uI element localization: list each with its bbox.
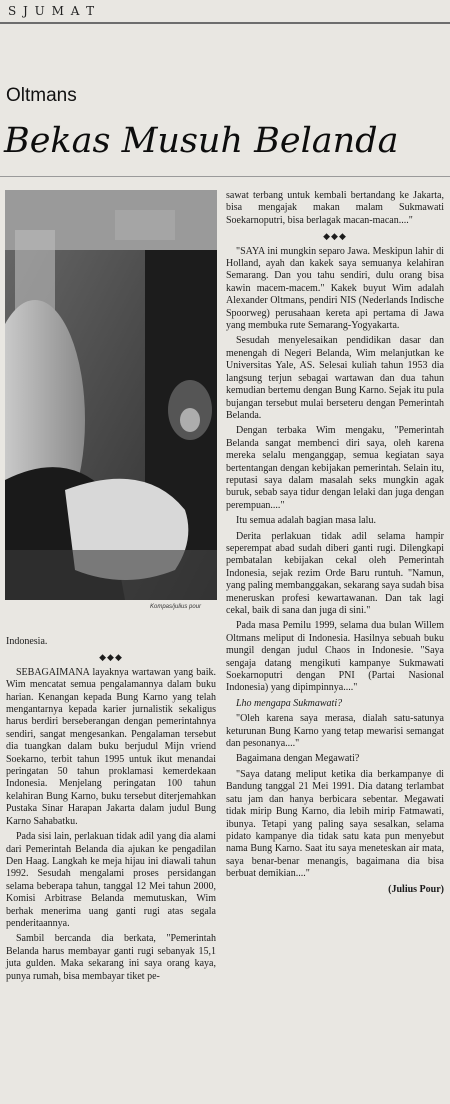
question: Bagaimana dengan Megawati? xyxy=(236,753,360,765)
article-column-right xyxy=(226,190,444,899)
header-rule xyxy=(0,22,450,24)
paragraph: Pada sisi lain, perlakuan tidak adil yang dia alami dari Pemerintah Belanda dia ajukan ke pengadilan Den Haag. Langkah ke meja hijau ini diawali tahun 1992. Sesudah mengalami proses persidangan selama beberapa tahun, tanggal 12 Mei tahun 2000, Komisi Arbitrase Belanda memutuskan, Wim berhak menerima uang ganti rugi atas segala penderitaannya. xyxy=(6,831,216,929)
paragraph: Indonesia. xyxy=(6,636,48,647)
photo-illustration xyxy=(5,190,217,600)
question: Lho mengapa Sukmawati? xyxy=(236,697,343,709)
paragraph: Derita perlakuan tidak adil selama hampir seperempat abad sudah diberi ganti rugi. Dilengkapi pembatalan kebijakan cekal oleh Pemerintah Indonesia, sejak rezim Orde Baru runtuh. "Namun, yang paling membanggakan, sekarang saya sudah bisa meneruskan profesi kewartawanan. Dan tak lagi cekal, baik di sana dan juga di sini." xyxy=(226,530,444,616)
running-head: S J U M A T xyxy=(8,4,96,18)
paragraph: Sambil bercanda dia berkata, "Pemerintah Belanda harus membayar ganti rugi sebanyak 15,1 juta gulden. Maka sekarang ini saya orang kaya, punya rumah, bisa membayar tiket pe- xyxy=(6,933,216,982)
kicker: Oltmans xyxy=(6,85,77,106)
headline: Bekas Musuh Belanda xyxy=(4,121,399,161)
headline-rule xyxy=(0,176,450,177)
paragraph: "Saya datang meliput ketika dia berkampanye di Bandung tanggal 21 Mei 1991. Dia datang terlambat satu jam dan hanya berbicara sebentar. Megawati tidak mirip Bung Karno, dia lebih mirip Fatmawati, ibunya. Tetapi yang paling saya sesalkan, selama pidato kampanye dia tidak satu kata pun menyebut nama Bung Karno. Saat itu saya meneteskan air mata, saya benar-benar menangis, bagaimana dia bisa berbuat demikian...." xyxy=(226,768,444,880)
section-ornament: ◆◆◆ xyxy=(323,231,347,242)
article-column-left xyxy=(6,636,216,986)
section-ornament: ◆◆◆ xyxy=(99,652,123,663)
paragraph: SEBAGAIMANA layaknya wartawan yang baik. Wim mencatat semua pengalamannya dalam buku harian. Kenangan kepada Bung Karno yang telah mengantarnya kepada karier jurnalistik sekaligus harus berdiri berseberangan dengan pemerintahnya sendiri, sangat mengesankan. Pengalaman tersebut dia tuangkan dalam buku berjudul Mijn vriend Soekarno, terbit tahun 1995 untuk ikut menandai peringatan 50 tahun proklamasi kemerdekaan Indonesia. Menjelang peringatan 100 tahun kelahiran Bung Karno, buku tersebut diterjemahkan Pustaka Sinar Harapan Jakarta dalam judul Bung Karno Sahabatku. xyxy=(6,666,216,827)
paragraph: "SAYA ini mungkin separo Jawa. Meskipun lahir di Holland, ayah dan kakek saya semuanya kelahiran Semarang. Dan you tahu sendiri, dulu orang bisa kawin macem-macem." Kakek buyut Wim adalah Alexander Oltmans, pendiri NIS (Nederlands Indische Spoorweg) perusahaan kereta api pertama di Jawa yang membuka rute Semarang-Yogyakarta. xyxy=(226,245,444,332)
paragraph: Pada masa Pemilu 1999, selama dua bulan Willem Oltmans meliput di Indonesia. Hasilnya sebuah buku mungil dengan judul Chaos in Indonesie. "Saya sengaja datang mengikuti kampanye Sukmawati Soekarnoputri dengan PNI (Partai Nasional Indonesia) yang dipimpinnya...." xyxy=(226,620,444,694)
signature: (Julius Pour) xyxy=(388,883,444,895)
paragraph: Sesudah menyelesaikan pendidikan dasar dan menengah di Negeri Belanda, Wim melanjutkan ke Universitas Yale, AS. Selesai kuliah tahun 1953 dia langsung terjun sebagai wartawan dan dua tahun kemudian bertemu dengan Bung Karno. Sejak itu pula bujangan tersebut mulai berseteru dengan Pemerintah Belanda. xyxy=(226,335,444,421)
paragraph: Itu semua adalah bagian masa lalu. xyxy=(236,515,376,527)
paragraph: "Oleh karena saya merasa, dialah satu-satunya keturunan Bung Karno yang tetap mewarisi semangat dan pesonanya...." xyxy=(226,713,444,750)
article-photo xyxy=(5,190,217,600)
paragraph: sawat terbang untuk kembali bertandang ke Jakarta, bisa mengajak makan malam Sukmawati Soekarnoputri, bisa berlagak macan-macan...." xyxy=(226,190,444,226)
byline xyxy=(226,884,444,896)
photo-credit: Kompas/julius pour xyxy=(150,604,202,610)
paragraph: Dengan terbaka Wim mengaku, "Pemerintah Belanda sangat membenci diri saya, oleh karena mereka selalu menganggap, semua kegiatan saya bertentangan dengan kebijakan pemerintah. Selain itu, reputasi saya dalam masalah seks mungkin agak buruk, sebab saya tidur dengan lelaki dan juga dengan perempuan...." xyxy=(226,425,444,511)
